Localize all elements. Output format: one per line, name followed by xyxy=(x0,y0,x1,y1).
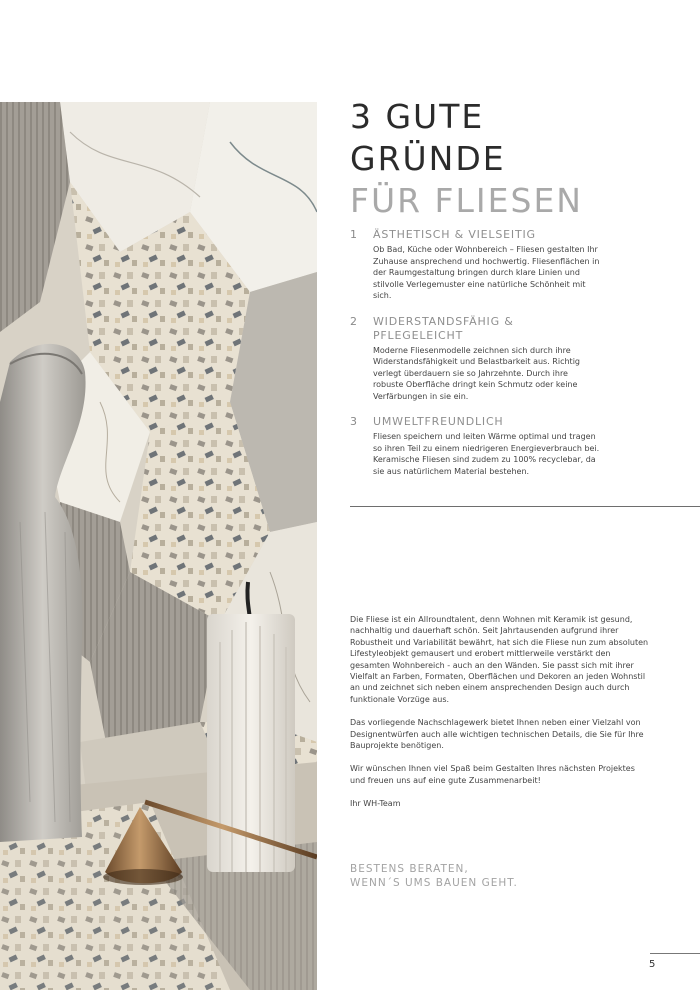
tile-photo xyxy=(0,102,317,990)
reason-text: Moderne Fliesenmodelle zeichnen sich durch ihre Widerstandsfähigkeit und Belastbarkeit aus. Richtig verlegt überdauern sie so Jahrzehnte. Durch ihre robuste Oberfläche dringt kein Schmutz oder keine Verfärbungen in sie ein. xyxy=(373,345,580,401)
headline-line-1: 3 GUTE xyxy=(350,97,485,136)
reason-item-1 xyxy=(350,228,600,302)
reason-text: Fliesen speichern und leiten Wärme optimal und tragen so ihren Teil zu einem niedrigeren Energieverbrauch bei. Keramische Fliesen sind zudem zu 100% recyclebar, da sie aus natürlichem Material bestehen. xyxy=(373,432,600,476)
slogan-line-2: WENN´S UMS BAUEN GEHT. xyxy=(350,877,518,889)
reason-item-2 xyxy=(350,315,600,403)
reason-number: 1 xyxy=(350,228,357,241)
reason-title: WIDERSTANDSFÄHIG & PFLEGELEICHT xyxy=(373,314,514,342)
headline xyxy=(350,96,583,222)
slogan xyxy=(350,862,518,890)
intro-paragraph-1: Die Fliese ist ein Allroundtalent, denn Wohnen mit Keramik ist gesund, nachhaltig und dauerhaft schön. Seit Jahrtausenden aufgrund ihrer Robustheit und Variabilität bewährt, hat sich die Fliese nun zum absoluten Lifestyleobjekt gemausert und erobert mittlerweile verstärkt den gesamten Wohnbereich - auch an den Wänden. Sie passt sich mit ihrer Vielfalt an Farben, Formaten, Oberflächen und Dekoren an jeden Wohnstil an und zeichnet sich neben einem ansprechenden Design auch durch funktionale Vorzüge aus. xyxy=(350,615,649,704)
reason-number: 2 xyxy=(350,314,357,328)
reason-item-3 xyxy=(350,415,600,477)
reasons-list xyxy=(350,228,600,490)
reason-title: UMWELTFREUNDLICH xyxy=(373,415,504,428)
page-number: 5 xyxy=(649,959,656,970)
headline-line-2: GRÜNDE xyxy=(350,139,506,178)
intro-paragraph-2: Das vorliegende Nachschlagewerk bietet Ihnen neben einer Vielzahl von Designentwürfen auch alle wichtigen technischen Details, die Sie für Ihre Bauprojekte benötigen. xyxy=(350,718,644,751)
headline-line-3: FÜR FLIESEN xyxy=(350,181,583,220)
footer-divider xyxy=(650,953,700,954)
intro-text xyxy=(350,614,650,822)
slogan-line-1: BESTENS BERATEN, xyxy=(350,863,469,875)
reason-title: ÄSTHETISCH & VIELSEITIG xyxy=(373,228,536,241)
section-divider xyxy=(350,506,700,507)
reason-text: Ob Bad, Küche oder Wohnbereich – Fliesen gestalten Ihr Zuhause ansprechend und hochwertig. Fliesenflächen in der Raumgestaltung bringen durch klare Linien und stilvolle Verlegemuster eine natürliche Schönheit mit sich. xyxy=(373,245,600,300)
intro-paragraph-3: Wir wünschen Ihnen viel Spaß beim Gestalten Ihres nächsten Projektes und freuen uns auf eine gute Zusammenarbeit! xyxy=(350,764,635,785)
reason-number: 3 xyxy=(350,415,357,428)
intro-signature: Ihr WH-Team xyxy=(350,799,401,809)
